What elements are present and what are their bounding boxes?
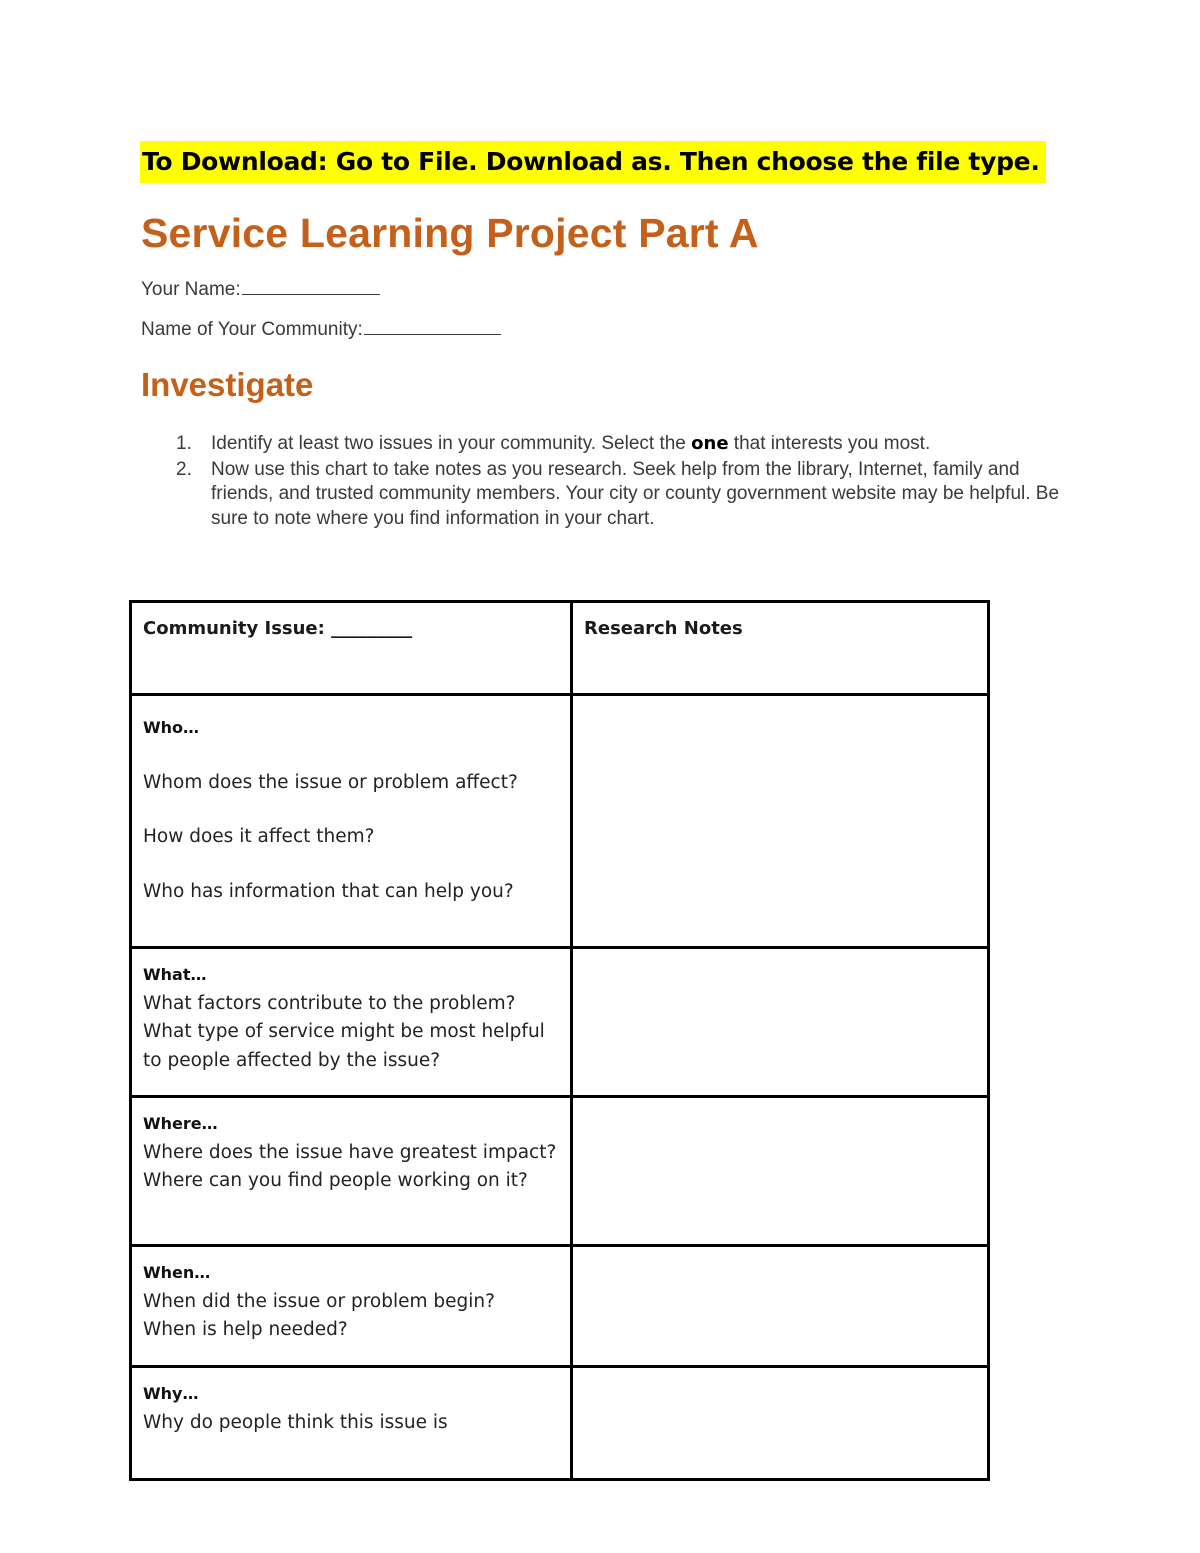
chart-row-why	[131, 1367, 989, 1480]
where-prompt-cell	[131, 1097, 572, 1246]
community-name-blank[interactable]	[364, 316, 501, 335]
investigate-heading: Investigate	[141, 366, 314, 403]
chart-row-when	[131, 1246, 989, 1367]
what-question: What type of service might be most helpful to people affected by the issue?	[143, 1021, 545, 1071]
who-label: Who…	[143, 718, 200, 737]
why-question: Why do people think this issue is	[143, 1411, 448, 1433]
why-label: Why…	[143, 1384, 199, 1403]
chart-row-what	[131, 948, 989, 1097]
step-number: 2.	[176, 458, 192, 480]
download-instructions: To Download: Go to File. Download as. Then choose the file type.	[140, 141, 1046, 183]
who-notes-cell[interactable]	[572, 695, 989, 948]
when-prompt-cell	[131, 1246, 572, 1367]
document-title: Service Learning Project Part A	[141, 210, 759, 256]
when-question: When did the issue or problem begin?	[143, 1290, 495, 1312]
community-name-field	[141, 316, 501, 341]
community-name-label: Name of Your Community:	[141, 319, 363, 340]
what-prompt-cell	[131, 948, 572, 1097]
why-prompt-cell	[131, 1367, 572, 1480]
what-notes-cell[interactable]	[572, 948, 989, 1097]
where-question: Where does the issue have greatest impact?	[143, 1141, 557, 1163]
who-question: How does it affect them?	[143, 826, 375, 847]
when-label: When…	[143, 1263, 211, 1282]
your-name-blank[interactable]	[242, 276, 380, 295]
where-label: Where…	[143, 1114, 218, 1133]
step-text: Identify at least two issues in your community. Select the	[211, 433, 692, 454]
your-name-label: Your Name:	[141, 279, 241, 300]
chart-header-row	[131, 602, 989, 695]
chart-row-where	[131, 1097, 989, 1246]
step-text: Now use this chart to take notes as you research. Seek help from the library, Internet, family and friends, and trusted community members. Your city or county government website may be helpful. Be sure to note where you find information in your chart.	[211, 458, 1060, 529]
step-emphasis: one	[691, 433, 729, 454]
instruction-step-1	[170, 432, 1060, 457]
step-text-end: that interests you most.	[728, 433, 931, 454]
chart-row-who	[131, 695, 989, 948]
who-question: Whom does the issue or problem affect?	[143, 771, 518, 793]
what-label: What…	[143, 965, 207, 984]
where-question: Where can you find people working on it?	[143, 1170, 528, 1191]
your-name-field	[141, 276, 380, 301]
step-number: 1.	[176, 433, 192, 454]
when-notes-cell[interactable]	[572, 1246, 989, 1367]
research-chart	[129, 600, 990, 1481]
what-question: What factors contribute to the problem?	[143, 992, 516, 1014]
research-notes-header: Research Notes	[572, 602, 989, 695]
when-question: When is help needed?	[143, 1319, 348, 1340]
community-issue-header[interactable]: Community Issue: _________	[131, 602, 572, 695]
why-notes-cell[interactable]	[572, 1367, 989, 1480]
who-question: Who has information that can help you?	[143, 880, 514, 902]
instruction-list	[170, 432, 1060, 532]
instruction-step-2	[170, 458, 1060, 532]
who-prompt-cell	[131, 695, 572, 948]
where-notes-cell[interactable]	[572, 1097, 989, 1246]
